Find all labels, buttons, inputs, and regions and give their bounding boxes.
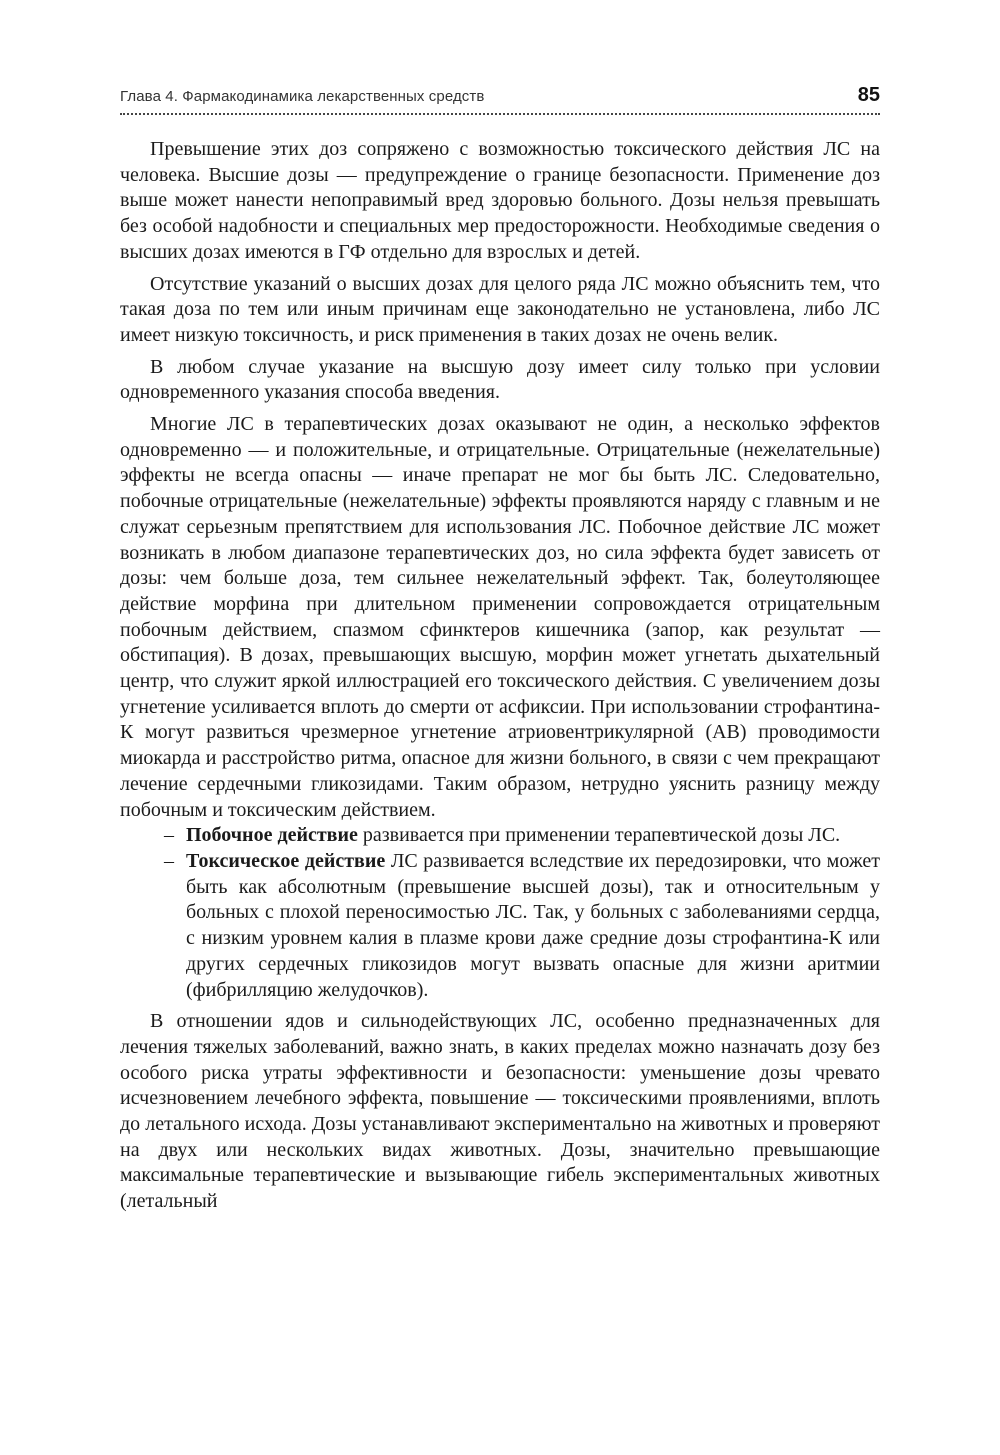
list-item-side-effect <box>120 823 880 849</box>
page-number: 85 <box>857 84 880 106</box>
paragraph-no-max-dose: Отсутствие указаний о высших дозах для целого ряда ЛС можно объяснить тем, что такая доза по тем или иным причинам еще законодательно не установлена, либо ЛС имеет низкую токсичность, и риск применения в таких дозах не очень велик. <box>120 272 880 346</box>
paragraph-route-of-administration: В любом случае указание на высшую дозу имеет силу только при условии одновременного указания способа введения. <box>120 355 880 404</box>
term-toxic-effect: Токсическое действие <box>186 849 386 872</box>
body-text <box>120 137 880 1215</box>
chapter-title: Глава 4. Фармакодинамика лекарственных средств <box>120 88 485 105</box>
running-header <box>120 84 880 115</box>
book-page <box>120 84 880 1221</box>
effects-list <box>120 823 880 1003</box>
definition-toxic-effect: ЛС развивается вследствие их передозировки, что может быть как абсолютным (превышение высшей дозы), так и относительным у больных с плохой переносимостью ЛС. Так, у больных с заболеваниями сердца, с низким уровнем калия в плазме крови даже средние дозы строфантина-К или других сердечных гликозидов могут вызвать опасные для жизни аритмии (фибрилляцию желудочков). <box>186 849 881 1001</box>
paragraph-toxic-dose: Превышение этих доз сопряжено с возможностью токсического действия ЛС на человека. Высшие дозы — предупреждение о границе безопасности. Применение доз выше может нанести непоправимый вред здоровью больного. Дозы нельзя превышать без особой надобности и специальных мер предосторожности. Необходимые сведения о высших дозах имеются в ГФ отдельно для взрослых и детей. <box>120 138 880 263</box>
dash-bullet: – <box>164 824 174 847</box>
definition-side-effect: развивается при применении терапевтической дозы ЛС. <box>357 824 841 847</box>
list-item-toxic-effect <box>120 849 880 1003</box>
dash-bullet: – <box>164 849 174 872</box>
paragraph-poisons-dosing: В отношении ядов и сильнодействующих ЛС, особенно предназначенных для лечения тяжелых заболеваний, важно знать, в каких пределах можно назначать дозу без особого риска утраты эффективности и безопасности: уменьшение дозы чревато исчезновением лечебного эффекта, повышение — токсическими проявлениями, вплоть до летального исхода. Дозы устанавливают экспериментально на животных и проверяют на двух или нескольких видах животных. Дозы, значительно превышающие максимальные терапевтические и вызывающие гибель экспериментальных животных (летальный <box>120 1010 880 1213</box>
paragraph-side-effects: Многие ЛС в терапевтических дозах оказывают не один, а несколько эффектов одновременно — и положительные, и отрицательные. Отрицательные (нежелательные) эффекты не всегда опасны — иначе препарат не мог бы быть ЛС. Следовательно, побочные отрицательные (нежелательные) эффекты проявляются наряду с главным и не служат серьезным препятствием для использования ЛС. Побочное действие ЛС может возникать в любом диапазоне терапевтических доз, но сила эффекта будет зависеть от дозы: чем больше доза, тем сильнее нежелательный эффект. Так, болеутоляющее действие морфина при длительном применении сопровождается отрицательным побочным действием, спазмом сфинктеров кишечника (запор, как результат — обстипация). В дозах, превышающих высшую, морфин может угнетать дыхательный центр, что служит яркой иллюстрацией его токсического действия. С увеличением дозы угнетение усиливается вплоть до смерти от асфиксии. При использовании строфантина-К могут развиться чрезмерное угнетение атриовентрикулярной (АВ) проводимости миокарда и расстройство ритма, опасное для жизни больного, в связи с чем прекращают лечение сердечными гликозидами. Таким образом, нетрудно уяснить разницу между побочным и токсическим действием. <box>120 413 880 821</box>
term-side-effect: Побочное действие <box>186 824 358 847</box>
